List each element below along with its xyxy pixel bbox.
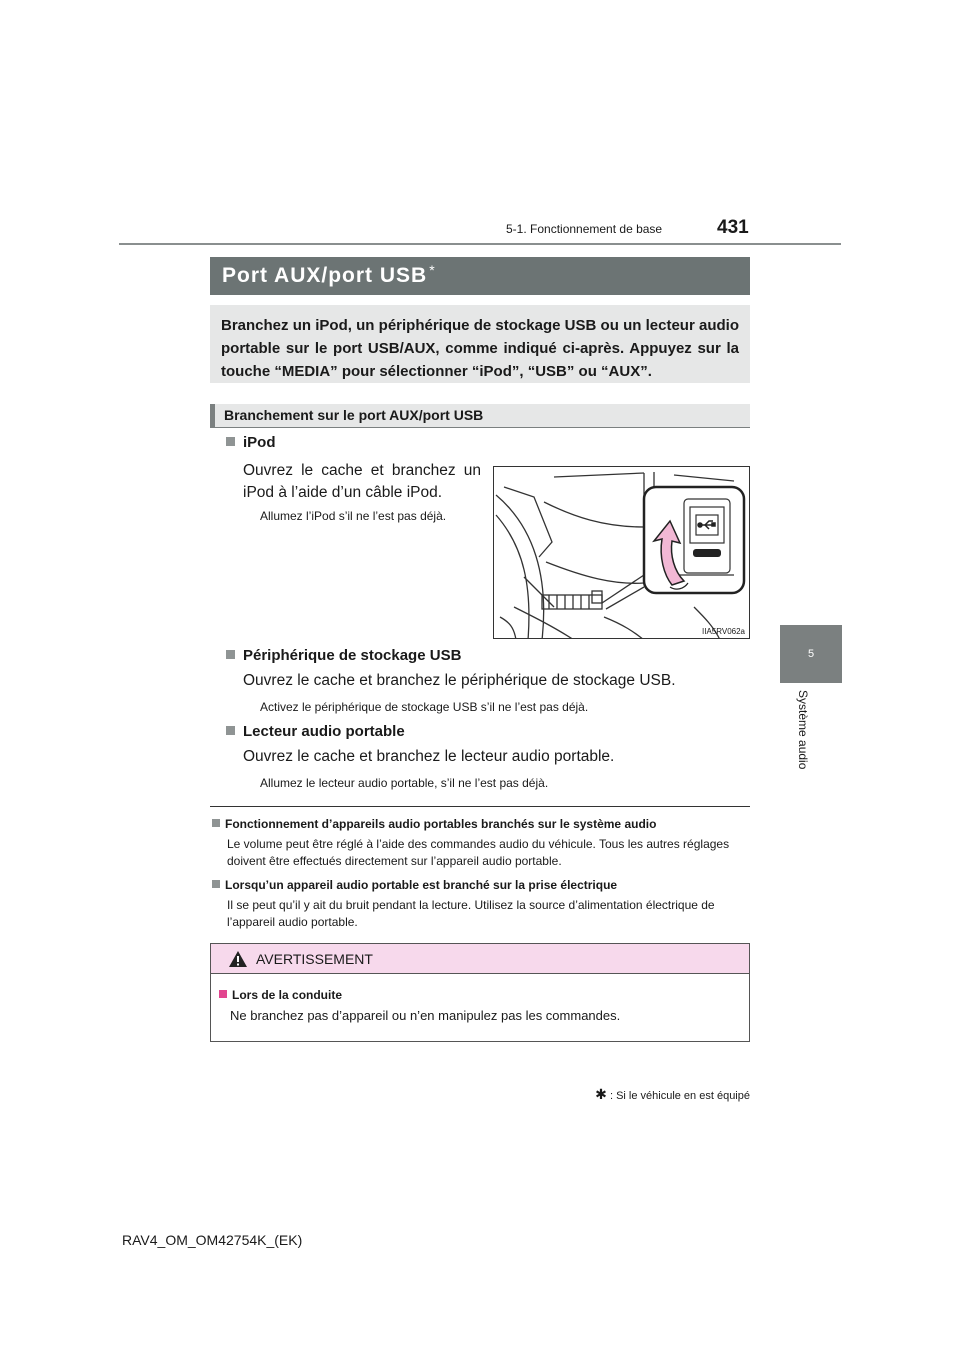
dashboard-line-drawing bbox=[494, 467, 750, 639]
item-body-usb: Ouvrez le cache et branchez le périphérique de stockage USB. bbox=[243, 672, 676, 689]
warning-title: AVERTISSEMENT bbox=[256, 950, 373, 967]
note-body-audio-operation: Le volume peut être réglé à l’aide des commandes audio du véhicule. Tous les autres réglages doivent être effectués directement sur l’appareil audio portable. bbox=[227, 837, 730, 868]
chapter-tab: 5 bbox=[780, 625, 842, 683]
item-body-portable: Ouvrez le cache et branchez le lecteur audio portable. bbox=[243, 748, 615, 765]
footnote bbox=[590, 1086, 750, 1103]
item-body-ipod: Ouvrez le cache et branchez un iPod à l’aide d’un câble iPod. bbox=[243, 462, 481, 501]
bullet-square-icon bbox=[212, 880, 220, 888]
usb-port-illustration bbox=[493, 466, 750, 639]
note-heading-audio-operation bbox=[212, 817, 656, 831]
equipment-marker: * bbox=[429, 262, 436, 278]
bullet-square-icon bbox=[212, 819, 220, 827]
item-note-usb: Activez le périphérique de stockage USB s’il ne l’est pas déjà. bbox=[260, 700, 589, 714]
bullet-square-icon bbox=[219, 990, 227, 998]
page-title-text: Port AUX/port USB bbox=[222, 264, 428, 287]
note-body-power-socket: Il se peut qu’il y ait du bruit pendant la lecture. Utilisez la source d’alimentation électrique de l’appareil audio portable. bbox=[227, 898, 715, 929]
item-heading-text: Lecteur audio portable bbox=[243, 723, 405, 740]
header-rule bbox=[119, 243, 841, 245]
note-heading-text: Lorsqu’un appareil audio portable est branché sur la prise électrique bbox=[225, 878, 618, 892]
section-reference: 5-1. Fonctionnement de base bbox=[506, 222, 663, 236]
item-heading-text: Périphérique de stockage USB bbox=[243, 647, 462, 664]
note-heading-power-socket bbox=[212, 878, 617, 892]
subsection-heading: Branchement sur le port AUX/port USB bbox=[210, 404, 750, 428]
illustration-code: IIA5RV062a bbox=[702, 627, 745, 636]
note-heading-text: Fonctionnement d’appareils audio portables branchés sur le système audio bbox=[225, 817, 657, 831]
item-note-ipod: Allumez l’iPod s’il ne l’est pas déjà. bbox=[260, 509, 447, 523]
intro-box: Branchez un iPod, un périphérique de stockage USB ou un lecteur audio portable sur le port USB/AUX, comme indiqué ci-après. Appuyez sur la touche “MEDIA” pour sélectionner “iPod”, “USB” ou “AUX”. bbox=[210, 305, 750, 383]
page-title bbox=[210, 257, 750, 295]
warning-header bbox=[211, 944, 749, 974]
bullet-square-icon bbox=[226, 437, 235, 446]
asterisk-icon: ✱ bbox=[595, 1086, 607, 1102]
item-note-portable: Allumez le lecteur audio portable, s’il ne l’est pas déjà. bbox=[260, 776, 549, 790]
warning-box bbox=[210, 943, 750, 1042]
warning-body: Ne branchez pas d’appareil ou n’en manipulez pas les commandes. bbox=[230, 1008, 621, 1023]
warning-triangle-icon bbox=[228, 950, 248, 968]
document-code: RAV4_OM_OM42754K_(EK) bbox=[122, 1232, 303, 1248]
item-heading-portable bbox=[226, 723, 405, 740]
item-heading-usb bbox=[226, 647, 461, 664]
chapter-label-text: Système audio bbox=[796, 690, 810, 770]
chapter-label bbox=[796, 690, 810, 785]
item-heading-text: iPod bbox=[243, 434, 276, 451]
footnote-text: : Si le véhicule en est équipé bbox=[609, 1090, 750, 1102]
bullet-square-icon bbox=[226, 650, 235, 659]
warning-heading bbox=[219, 988, 620, 1002]
bullet-square-icon bbox=[226, 726, 235, 735]
notes-divider bbox=[210, 806, 750, 807]
item-heading-ipod bbox=[226, 434, 276, 451]
warning-heading-text: Lors de la conduite bbox=[232, 988, 343, 1002]
warning-content bbox=[219, 988, 620, 1024]
page-number: 431 bbox=[717, 217, 749, 238]
